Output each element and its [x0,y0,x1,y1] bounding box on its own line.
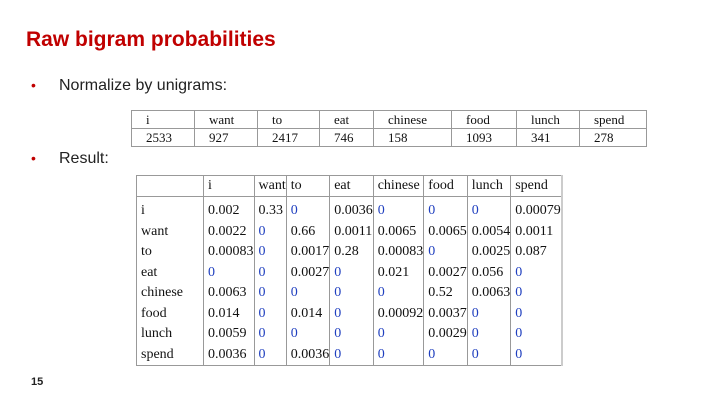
result-cell: 0 [254,242,286,263]
unigram-count-cell: 2533 [132,129,195,147]
result-cell: 0.00083 [204,242,255,263]
bullet-text: Result: [59,150,109,167]
result-row [137,197,562,222]
result-row [137,283,562,304]
result-cell: 0.0027 [424,263,468,284]
result-row-label: to [137,242,204,263]
slide-title: Raw bigram probabilities [26,28,276,51]
result-cell: 0.087 [511,242,562,263]
result-cell: 0 [467,345,511,366]
result-cell: 0.00079 [511,197,562,222]
result-row-label: chinese [137,283,204,304]
result-column-header: want [254,176,286,197]
result-cell: 0 [467,324,511,345]
bullet-text: Normalize by unigrams: [59,77,228,94]
result-cell: 0.0011 [330,222,374,243]
result-cell: 0.33 [254,197,286,222]
result-row [137,304,562,325]
unigram-header-cell: want [195,111,258,129]
result-cell: 0 [424,242,468,263]
result-cell: 0.00092 [373,304,424,325]
unigram-count-row [132,129,647,147]
bullet-symbol: • [31,77,36,93]
result-cell: 0.0063 [467,283,511,304]
unigram-count-cell: 158 [374,129,452,147]
result-cell: 0.014 [204,304,255,325]
result-cell: 0.28 [330,242,374,263]
result-row-label: want [137,222,204,243]
result-row-label: spend [137,345,204,366]
result-cell: 0.002 [204,197,255,222]
unigram-header-cell: to [258,111,320,129]
result-cell: 0 [330,324,374,345]
result-cell: 0.0022 [204,222,255,243]
unigram-count-cell: 2417 [258,129,320,147]
result-cell: 0.0036 [330,197,374,222]
result-cell: 0 [254,345,286,366]
result-cell: 0.021 [373,263,424,284]
result-cell: 0 [373,345,424,366]
result-cell: 0.0027 [286,263,330,284]
result-cell: 0.0036 [204,345,255,366]
result-column-header: food [424,176,468,197]
result-cell: 0.0037 [424,304,468,325]
result-cell: 0.0065 [373,222,424,243]
unigram-header-row [132,111,647,129]
result-cell: 0 [254,263,286,284]
result-column-header: i [204,176,255,197]
result-column-header: to [286,176,330,197]
result-cell: 0.52 [424,283,468,304]
result-row-label: lunch [137,324,204,345]
unigram-count-cell: 1093 [452,129,517,147]
result-cell: 0 [254,283,286,304]
unigram-count-cell: 927 [195,129,258,147]
result-cell: 0 [424,345,468,366]
result-cell: 0.0036 [286,345,330,366]
result-corner-cell [137,176,204,197]
result-cell: 0 [511,324,562,345]
result-cell: 0 [424,197,468,222]
result-cell: 0 [511,283,562,304]
result-column-header: eat [330,176,374,197]
result-cell: 0 [511,304,562,325]
result-row [137,263,562,284]
result-cell: 0.00083 [373,242,424,263]
unigram-header-cell: lunch [517,111,580,129]
result-cell: 0 [286,324,330,345]
result-cell: 0 [467,197,511,222]
result-cell: 0 [330,345,374,366]
bullet-symbol: • [31,150,36,166]
result-row-label: i [137,197,204,222]
result-cell: 0 [467,304,511,325]
unigram-header-cell: i [132,111,195,129]
unigram-count-cell: 746 [320,129,374,147]
result-cell: 0.0054 [467,222,511,243]
result-cell: 0 [286,283,330,304]
result-row [137,324,562,345]
result-cell: 0.0065 [424,222,468,243]
result-cell: 0 [204,263,255,284]
result-cell: 0 [254,324,286,345]
unigram-count-cell: 278 [580,129,647,147]
result-header-row [137,176,562,197]
result-cell: 0 [330,263,374,284]
result-row [137,242,562,263]
result-column-header: lunch [467,176,511,197]
result-row [137,222,562,243]
result-cell: 0.0017 [286,242,330,263]
result-cell: 0 [330,283,374,304]
result-cell: 0 [511,263,562,284]
unigram-header-cell: food [452,111,517,129]
result-cell: 0 [330,304,374,325]
result-cell: 0.0011 [511,222,562,243]
result-cell: 0 [286,197,330,222]
result-cell: 0.0063 [204,283,255,304]
result-cell: 0 [373,324,424,345]
result-cell: 0.0059 [204,324,255,345]
result-row [137,345,562,366]
result-cell: 0 [373,283,424,304]
result-cell: 0.056 [467,263,511,284]
result-column-header: spend [511,176,562,197]
unigram-header-cell: spend [580,111,647,129]
page-number: 15 [31,376,44,388]
result-cell: 0.66 [286,222,330,243]
result-cell: 0 [254,304,286,325]
unigram-header-cell: chinese [374,111,452,129]
result-row-label: food [137,304,204,325]
result-row-label: eat [137,263,204,284]
unigram-header-cell: eat [320,111,374,129]
result-cell: 0 [373,197,424,222]
result-column-header: chinese [373,176,424,197]
result-table-body [137,197,562,366]
result-cell: 0.0025 [467,242,511,263]
bullet-normalize [31,77,227,95]
unigram-count-cell: 341 [517,129,580,147]
result-cell: 0.0029 [424,324,468,345]
unigram-count-table [131,110,647,147]
result-cell: 0 [511,345,562,366]
bigram-probability-table [136,175,563,366]
result-cell: 0 [254,222,286,243]
result-cell: 0.014 [286,304,330,325]
bullet-result [31,150,109,168]
